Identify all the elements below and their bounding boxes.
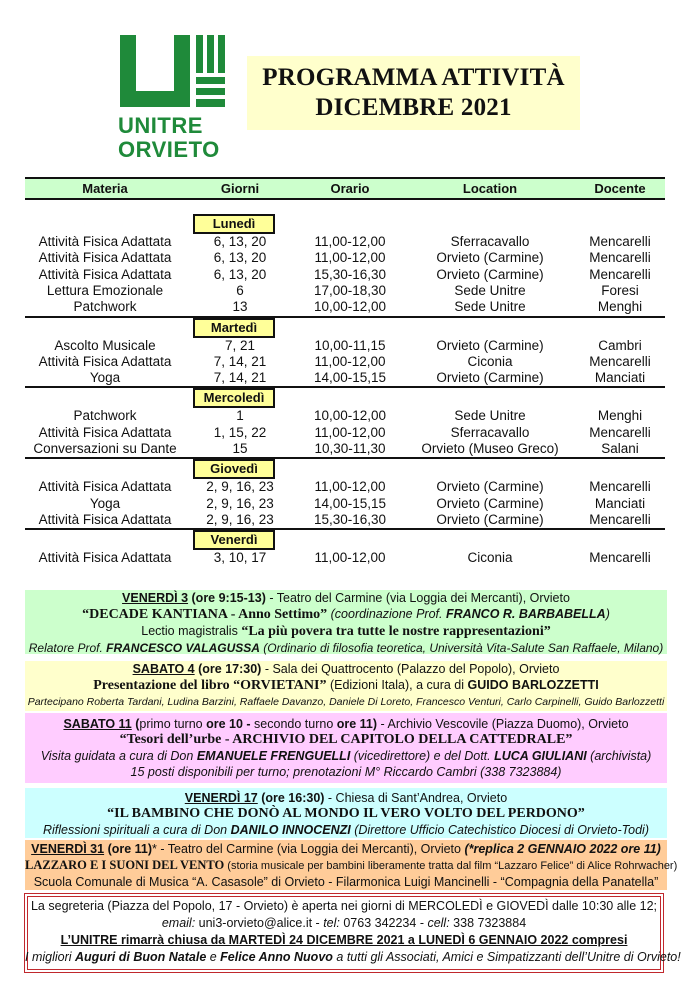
table-row	[25, 550, 665, 566]
day-label-marted: Martedì	[193, 318, 275, 338]
event-3-turn-1-label: primo turno	[139, 717, 207, 731]
cell-materia: Lettura Emozionale	[46, 282, 164, 298]
cell-orario: 14,00-15,15	[313, 495, 387, 511]
event-1-line-1	[25, 590, 667, 606]
event-3-guide-mid: (vicedirettore) e del Dott.	[350, 749, 495, 763]
cell-giorni: 1, 15, 22	[213, 424, 267, 440]
cell-giorni: 6, 13, 20	[213, 250, 267, 266]
unitre-logo-mark-icon	[120, 35, 230, 115]
cell-location: Sede Unitre	[454, 282, 526, 298]
event-3-place: - Archivio Vescovile (Piazza Duomo), Orvieto	[377, 717, 629, 731]
event-4-desc-name: DANILO INNOCENZI	[230, 823, 351, 837]
cell-location: Ciconia	[467, 353, 513, 369]
event-1-rel-post: (Ordinario di filosofia teoretica, Università Vita-Salute San Raffaele, Milano)	[259, 641, 664, 655]
cell-location: Orvieto (Carmine)	[436, 337, 544, 353]
event-3-guide-2: LUCA GIULIANI	[494, 749, 587, 763]
table-header	[25, 177, 665, 200]
cell-location: Sferracavallo	[450, 234, 530, 249]
day-label-luned: Lunedì	[193, 214, 275, 234]
table-row	[25, 250, 665, 266]
cell-giorni: 2, 9, 16, 23	[206, 479, 274, 495]
wish-pre: I migliori	[25, 950, 76, 964]
cell-docente: Cambri	[598, 337, 642, 353]
cell-materia: Patchwork	[73, 299, 137, 315]
event-4-time: (ore 16:30)	[257, 791, 325, 805]
cell-location: Orvieto (Carmine)	[436, 370, 544, 386]
logo-text-orvieto: ORVIETO	[118, 137, 220, 162]
table-row	[25, 512, 665, 528]
cell-materia: Yoga	[89, 370, 121, 386]
day-label-mercoled: Mercoledì	[193, 388, 275, 408]
event-3-guide-pre: Visita guidata a cura di Don	[40, 749, 197, 763]
event-5-desc: (storia musicale per bambini liberamente tratta dal film “Lazzaro Felice” di Alice Rohrwacher)	[224, 860, 678, 872]
cell-orario: 11,00-12,00	[314, 234, 386, 249]
event-3-turn-1-time: ore 10 -	[206, 717, 251, 731]
event-sabato-4	[25, 661, 667, 711]
cell-docente: Menghi	[597, 299, 643, 315]
cell-orario: 10,00-12,00	[313, 408, 387, 424]
cell-location: Orvieto (Carmine)	[436, 511, 544, 527]
event-2-place: - Sala dei Quattrocento (Palazzo del Popolo), Orvieto	[261, 662, 560, 676]
cell-giorni: 7, 21	[224, 337, 256, 353]
event-1-coord-post: )	[605, 607, 610, 621]
event-1-rel-name: FRANCESCO VALAGUSSA	[106, 641, 260, 655]
event-5-place: - Teatro del Carmine (via Loggia dei Mercanti), Orvieto	[156, 842, 465, 856]
title-line-2: DICEMBRE 2021	[315, 94, 512, 121]
cell-giorni: 3, 10, 17	[213, 550, 267, 566]
cell-orario: 11,00-12,00	[314, 250, 386, 266]
event-1-coord-name: FRANCO R. BARBABELLA	[445, 607, 606, 621]
cell-giorni: 2, 9, 16, 23	[206, 495, 274, 511]
cell-giorni: 13	[232, 299, 248, 315]
footer-closure-notice: L’UNITRE rimarrà chiusa da MARTEDÌ 24 DICEMBRE 2021 a LUNEDÌ 6 GENNAIO 2022 compresi	[60, 933, 628, 947]
day-separator	[25, 316, 665, 318]
cell-materia: Attività Fisica Adattata	[38, 550, 172, 566]
event-5-line-1	[25, 841, 667, 857]
event-2-publisher: (Edizioni Itala), a cura di	[326, 678, 468, 692]
wish-post: a tutti gli Associati, Amici e Simpatizzanti dell’Unitre di Orvieto!	[332, 950, 681, 964]
cell-materia: Attività Fisica Adattata	[38, 266, 172, 282]
cell-docente: Mencarelli	[589, 511, 651, 527]
event-3-title: “Tesori dell’urbe - ARCHIVIO DEL CAPITOLO DELLA CATTEDRALE”	[119, 732, 573, 747]
logo-text-unitre: UNITRE	[118, 113, 203, 138]
cell-giorni: 6, 13, 20	[213, 234, 267, 249]
cell-giorni: 15	[232, 441, 248, 456]
event-1-date: VENERDÌ 3	[122, 591, 189, 605]
cell-location: Orvieto (Carmine)	[436, 495, 544, 511]
event-4-date: VENERDÌ 17	[184, 791, 258, 805]
cell-orario: 10,00-11,15	[314, 337, 386, 353]
event-2-line-2	[25, 677, 667, 694]
cell-materia: Attività Fisica Adattata	[38, 250, 172, 266]
event-1-lectio-title: “La più povera tra tutte le nostre rappresentazioni”	[241, 624, 551, 639]
footer-wishes	[25, 949, 681, 966]
event-1-lectio-pre: Lectio magistralis	[141, 624, 242, 638]
cell-materia: Attività Fisica Adattata	[38, 234, 172, 249]
event-3-turn-2-time: ore 11)	[336, 717, 378, 731]
cell-giorni: 7, 14, 21	[213, 353, 267, 369]
event-2-date: SABATO 4	[132, 662, 195, 676]
header-location: Location	[462, 181, 518, 196]
header-giorni: Giorni	[220, 181, 260, 196]
event-5-replica: (*replica 2 GENNAIO 2022 ore 11)	[464, 842, 661, 856]
cell-docente: Mencarelli	[589, 479, 651, 495]
cell-materia: Conversazioni su Dante	[33, 441, 177, 456]
cell-location: Orvieto (Carmine)	[436, 266, 544, 282]
cell-docente: Manciati	[594, 370, 646, 386]
cell-location: Orvieto (Carmine)	[436, 250, 544, 266]
event-1-line-3	[25, 623, 667, 640]
cell-orario: 17,00-18,30	[313, 282, 387, 298]
event-1-line-4	[25, 640, 667, 656]
table-row	[25, 425, 665, 441]
cell-giorni: 1	[236, 408, 244, 424]
event-2-curator: GUIDO BARLOZZETTI	[467, 678, 599, 692]
event-venerdi-3	[25, 590, 667, 654]
event-5-date: VENERDÌ 31	[31, 842, 105, 856]
email-value[interactable]: uni3-orvieto@alice.it -	[195, 916, 324, 930]
cell-location: Sede Unitre	[454, 408, 526, 424]
cell-orario: 11,00-12,00	[314, 353, 386, 369]
cell-materia: Attività Fisica Adattata	[38, 353, 172, 369]
cell-location: Ciconia	[467, 550, 513, 566]
event-2-time: (ore 17:30)	[194, 662, 262, 676]
tel-value[interactable]: 0763 342234 -	[339, 916, 428, 930]
wish-christmas: Auguri di Buon Natale	[75, 950, 207, 964]
event-4-place: - Chiesa di Sant’Andrea, Orvieto	[324, 791, 508, 805]
cell-value[interactable]: 338 7323884	[449, 916, 527, 930]
event-2-participants: Partecipano Roberta Tardani, Ludina Barzini, Raffaele Davanzo, Daniele Di Loreto, Francesco Venturi, Carlo Carpinelli, Guido Barlozzetti	[27, 696, 665, 708]
cell-docente: Mencarelli	[589, 353, 651, 369]
table-row	[25, 408, 665, 424]
event-5-line-2	[25, 857, 678, 874]
table-row	[25, 299, 665, 315]
cell-docente: Manciati	[594, 495, 646, 511]
footer-box	[24, 893, 681, 973]
event-3-date: SABATO 11	[63, 717, 132, 731]
cell-orario: 11,00-12,00	[314, 479, 386, 495]
cell-orario: 11,00-12,00	[314, 424, 386, 440]
cell-docente: Mencarelli	[589, 234, 651, 249]
cell-materia: Attività Fisica Adattata	[38, 479, 172, 495]
cell-materia: Attività Fisica Adattata	[38, 424, 172, 440]
header-docente: Docente	[594, 181, 646, 196]
event-venerdi-31	[25, 840, 678, 890]
cell-location: Sede Unitre	[454, 299, 526, 315]
event-3-seats: 15 posti disponibili per turno; prenotazioni M° Riccardo Cambri (338 7323884)	[130, 765, 562, 779]
table-row	[25, 234, 665, 250]
title-box	[247, 56, 580, 130]
wish-new-year: Felice Anno Nuovo	[220, 950, 333, 964]
event-2-line-1	[25, 661, 667, 677]
table-row	[25, 283, 665, 299]
event-5-star: *	[152, 842, 157, 856]
cell-docente: Salani	[601, 441, 639, 456]
table-row	[25, 441, 665, 457]
event-3-line-3	[25, 748, 667, 764]
event-1-place: - Teatro del Carmine (via Loggia dei Mercanti), Orvieto	[265, 591, 570, 605]
event-4-line-1	[25, 790, 667, 806]
cell-materia: Patchwork	[73, 408, 137, 424]
event-4-desc-pre: Riflessioni spirituali a cura di Don	[43, 823, 231, 837]
event-sabato-11	[25, 713, 667, 783]
event-4-desc-post: (Direttore Ufficio Catechistico Diocesi di Orvieto-Todi)	[350, 823, 649, 837]
event-3-turn-2-label: secondo turno	[250, 717, 337, 731]
cell-docente: Mencarelli	[589, 550, 651, 566]
cell-orario: 15,30-16,30	[313, 266, 387, 282]
cell-materia: Attività Fisica Adattata	[38, 511, 172, 527]
title-line-1: PROGRAMMA ATTIVITÀ	[262, 64, 565, 91]
footer-office-hours: La segreteria (Piazza del Popolo, 17 - Orvieto) è aperta nei giorni di MERCOLEDÌ e GIOVEDÌ dalle 10:30 alle 12;	[30, 899, 657, 913]
day-separator	[25, 386, 665, 388]
table-row	[25, 479, 665, 495]
footer-contacts	[25, 915, 663, 932]
event-1-time: (ore 9:15-13)	[188, 591, 266, 605]
event-3-guide-1: EMANUELE FRENGUELLI	[196, 749, 351, 763]
event-2-title: Presentazione del libro “ORVIETANI”	[93, 678, 327, 693]
cell-docente: Mencarelli	[589, 266, 651, 282]
day-label-venerd: Venerdì	[193, 530, 275, 550]
cell-label: cell:	[427, 916, 450, 930]
cell-docente: Mencarelli	[589, 424, 651, 440]
cell-orario: 11,00-12,00	[314, 550, 386, 566]
wish-mid: e	[206, 950, 221, 964]
event-venerdi-17	[25, 788, 667, 838]
event-1-title: “DECADE KANTIANA - Anno Settimo”	[82, 607, 328, 622]
event-3-paren: (	[131, 717, 140, 731]
cell-location: Sferracavallo	[450, 424, 530, 440]
event-4-line-3	[25, 822, 667, 838]
header-orario: Orario	[330, 181, 370, 196]
table-row	[25, 267, 665, 283]
cell-orario: 10,00-12,00	[313, 299, 387, 315]
cell-giorni: 6, 13, 20	[213, 266, 267, 282]
cell-giorni: 6	[236, 282, 244, 298]
table-row	[25, 354, 665, 370]
tel-label: tel:	[323, 916, 340, 930]
cell-materia: Ascolto Musicale	[54, 337, 156, 353]
cell-docente: Foresi	[601, 282, 639, 298]
email-label: email:	[161, 916, 196, 930]
day-separator	[25, 457, 665, 459]
cell-orario: 15,30-16,30	[313, 511, 387, 527]
day-separator	[25, 528, 665, 530]
event-5-title: LAZZARO E I SUONI DEL VENTO	[25, 858, 225, 872]
event-3-guide-post: (archivista)	[586, 749, 652, 763]
cell-docente: Menghi	[597, 408, 643, 424]
event-5-performers: Scuola Comunale di Musica “A. Casasole” di Orvieto - Filarmonica Luigi Mancinelli - “Compagnia della Panatella”	[33, 875, 659, 889]
cell-orario: 10,30-11,30	[314, 441, 386, 456]
cell-docente: Mencarelli	[589, 250, 651, 266]
event-3-line-1	[25, 716, 667, 732]
day-label-gioved: Giovedì	[193, 459, 275, 479]
event-1-coord-pre: (coordinazione Prof.	[327, 607, 446, 621]
event-1-rel-pre: Relatore Prof.	[28, 641, 107, 655]
event-4-title: “IL BAMBINO CHE DONÒ AL MONDO IL VERO VOLTO DEL PERDONO”	[107, 806, 585, 821]
cell-orario: 14,00-15,15	[313, 370, 387, 386]
event-1-line-2	[25, 606, 667, 623]
unitre-logo	[118, 35, 228, 161]
table-row	[25, 370, 665, 386]
header-materia: Materia	[82, 181, 128, 196]
cell-location: Orvieto (Carmine)	[436, 479, 544, 495]
cell-materia: Yoga	[89, 495, 121, 511]
cell-location: Orvieto (Museo Greco)	[421, 441, 559, 456]
table-row	[25, 338, 665, 354]
cell-giorni: 7, 14, 21	[213, 370, 267, 386]
table-row	[25, 496, 665, 512]
event-5-time: (ore 11)	[104, 842, 153, 856]
cell-giorni: 2, 9, 16, 23	[206, 511, 274, 527]
